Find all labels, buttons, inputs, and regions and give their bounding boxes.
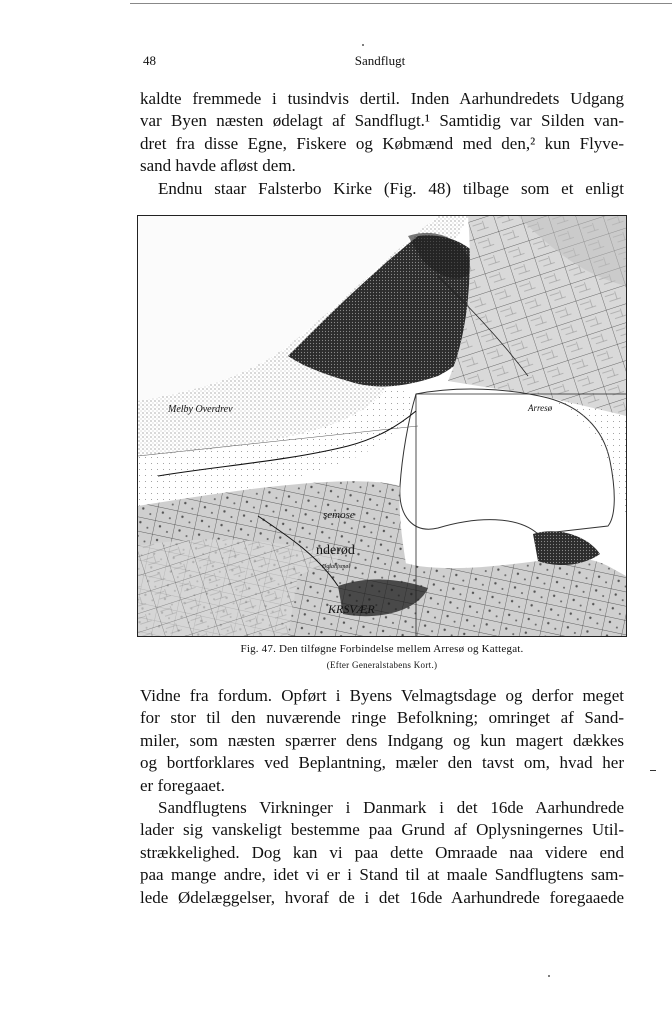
scan-speck xyxy=(548,975,550,977)
map-label-mose: semose xyxy=(323,509,355,521)
map-label-town-west: Melby Overdrev xyxy=(168,404,233,415)
paragraph-block-bottom xyxy=(140,685,624,909)
text-line: strækkelighed. Dog kan vi paa dette Omraade naa videre end xyxy=(140,842,624,862)
map-label-town: nderød xyxy=(316,543,355,558)
map-label-lake: Arresø xyxy=(528,403,553,413)
map-illustration xyxy=(138,216,626,636)
page-number: 48 xyxy=(143,53,156,68)
map-label-region: KRSVÆR xyxy=(328,602,375,616)
text-line: Endnu staar Falsterbo Kirke (Fig. 48) tilbage som et enligt xyxy=(158,178,624,198)
figure-subcaption: (Efter Generalstabens Kort.) xyxy=(326,660,438,670)
text-line: Sandflugtens Virkninger i Danmark i det 16de Aarhundrede xyxy=(158,797,624,817)
text-line: Vidne fra fordum. Opført i Byens Velmagtsdage og derfor meget xyxy=(140,686,624,705)
text-line: paa mange andre, idet vi er i Stand til at maale Sandflugtens sam- xyxy=(140,865,624,885)
text-line: kaldte fremmede i tusindvis dertil. Inden Aarhundredets Udgang xyxy=(140,89,624,108)
text-line: og bortforklares ved Beplantning, mæler den tavst om, hvad her xyxy=(140,753,624,773)
text-line: var Byen næsten ødelagt af Sandflugt.¹ Samtidig var Silden van- xyxy=(140,111,624,131)
text-line: dret fra disse Egne, Fiskere og Købmænd med den,² kun Flyve- xyxy=(140,133,624,153)
text-line: miler, som næsten spærrer dens Indgang og kun magert dækkes xyxy=(140,730,624,750)
text-line: lede Ødelæggelser, hvoraf de i det 16de Aarhundrede foregaaede xyxy=(140,887,624,907)
map-figure xyxy=(137,215,627,637)
text-line: lader sig vanskeligt bestemme paa Grund af Oplysningernes Util- xyxy=(140,820,624,840)
running-title: Sandflugt xyxy=(354,53,406,68)
text-line: er foregaaet. xyxy=(140,775,225,795)
paragraph-block-top xyxy=(140,88,624,200)
text-line: for stor til den nuværende ringe Befolkning; omringet af Sand- xyxy=(140,708,624,728)
figure-caption: Fig. 47. Den tilføgne Forbindelse mellem Arresø og Kattegat. xyxy=(240,643,524,655)
scan-speck xyxy=(362,44,364,46)
margin-mark xyxy=(650,770,656,771)
top-rule xyxy=(130,3,672,4)
text-line: sand havde afløst dem. xyxy=(140,156,296,176)
map-label-place-south: Øglahjsmøl xyxy=(322,564,351,570)
